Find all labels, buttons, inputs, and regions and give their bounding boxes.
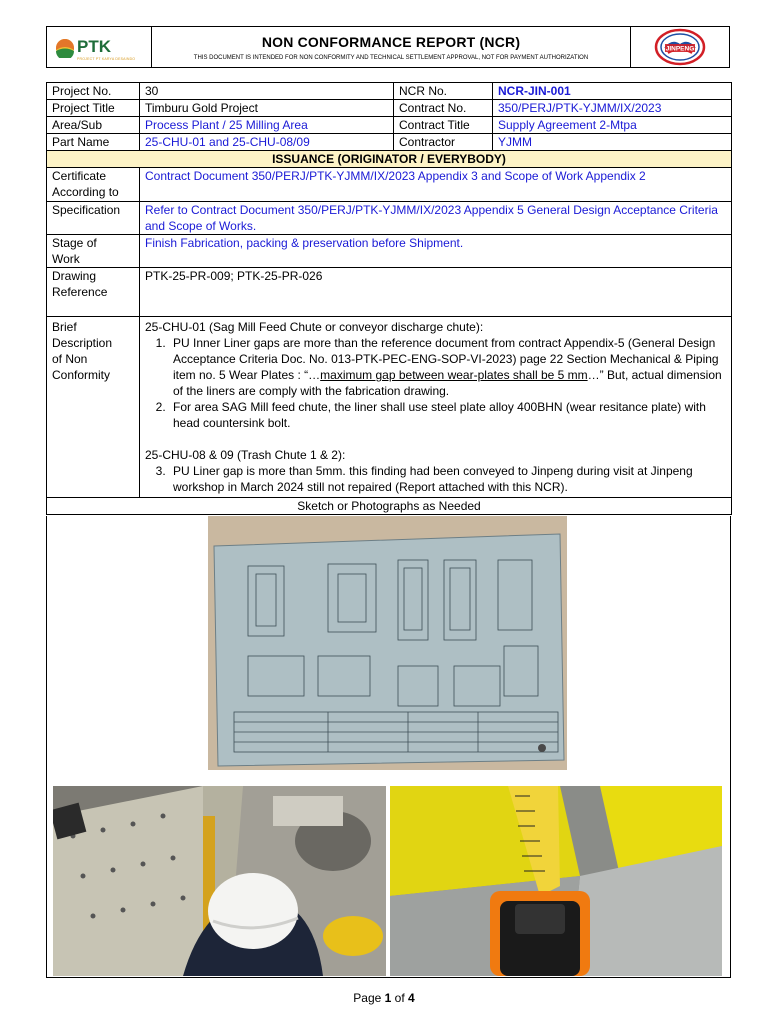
page-footer [0,991,768,1005]
ptk-logo-text: PTK [77,37,111,56]
page-word: Page [353,991,382,1005]
project-title-label: Project Title [47,100,140,117]
table-row [47,100,732,117]
chute-inspection-image [53,786,386,976]
certificate-label: Certificate According to [47,168,140,202]
tape-measure-photo [390,786,722,976]
contract-no-value: 350/PERJ/PTK-YJMM/IX/2023 [493,100,732,117]
brief-label: Brief Description of Non Conformity [47,317,140,498]
document-title: NON CONFORMANCE REPORT (NCR) [261,34,521,50]
specification-label: Specification [47,202,140,235]
group2-list [145,463,726,495]
drawing-sheet-image [208,516,567,770]
ncr-no-label: NCR No. [394,83,493,100]
list-item: 3. PU Liner gap is more than 5mm. this finding had been conveyed to Jinpeng during visit at Jinpeng workshop in March 2024 still not repaired (Report attached with this NCR). [169,463,726,495]
stage-value: Finish Fabrication, packing & preservation before Shipment. [140,235,732,268]
area-label: Area/Sub [47,117,140,134]
table-row [47,235,732,268]
table-row [47,202,732,235]
project-no-label: Project No. [47,83,140,100]
report-header [46,26,730,68]
chute-inspection-photo [53,786,386,976]
jinpeng-logo-text: JINPENG [665,45,695,53]
group1-title: 25-CHU-01 (Sag Mill Feed Chute or conveyor discharge chute): [145,320,484,334]
table-row [47,117,732,134]
table-row [47,268,732,317]
ptk-logo [47,27,152,67]
tape-measure-image [390,786,722,976]
jinpeng-logo [630,27,729,67]
contractor-label: Contractor [394,134,493,151]
drawing-label: Drawing Reference [47,268,140,317]
table-row [47,498,732,515]
list-item: 1. PU Inner Liner gaps are more than the reference document from contract Appendix-5 (General Design Acceptance Criteria Doc. No. 013-PTK-PEC-ENG-SOP-VI-2023) page 22 Section Mechanical & Piping item no. 5 Wear Plates : “…maximum gap between wear-plates shall be 5 mm…” But, actual dimension of the liners are comply with the fabrication drawing. [169,335,726,399]
ncr-table [46,82,732,515]
table-row [47,134,732,151]
jinpeng-logo-icon [654,28,706,66]
area-value: Process Plant / 25 Milling Area [140,117,394,134]
page-total: 4 [408,991,415,1005]
drawing-sheet-photo [208,516,567,770]
project-title-value: Timburu Gold Project [140,100,394,117]
of-word: of [394,991,405,1005]
specification-value: Refer to Contract Document 350/PERJ/PTK-YJMM/IX/2023 Appendix 5 General Design Acceptance Criteria and Scope of Works. [140,202,732,235]
contract-no-label: Contract No. [394,100,493,117]
list-item: 2. For area SAG Mill feed chute, the liner shall use steel plate alloy 400BHN (wear resitance plate) with head countersink bolt. [169,399,726,431]
issuance-heading: ISSUANCE (ORIGINATOR / EVERYBODY) [47,151,732,168]
table-row [47,168,732,202]
contractor-value: YJMM [493,134,732,151]
contract-title-value: Supply Agreement 2-Mtpa [493,117,732,134]
project-no-value: 30 [140,83,394,100]
group1-list [145,335,726,431]
sketch-heading: Sketch or Photographs as Needed [47,498,732,515]
page-current: 1 [384,991,392,1005]
document-subtitle: THIS DOCUMENT IS INTENDED FOR NON CONFORMITY AND TECHNICAL SETTLEMENT APPROVAL, NOT FOR PAYMENT AUTHORIZATION [193,55,589,61]
certificate-value: Contract Document 350/PERJ/PTK-YJMM/IX/2023 Appendix 3 and Scope of Work Appendix 2 [140,168,732,202]
ncr-no-value: NCR-JIN-001 [493,83,732,100]
group2-title: 25-CHU-08 & 09 (Trash Chute 1 & 2): [145,448,346,462]
table-row [47,151,732,168]
drawing-value: PTK-25-PR-009; PTK-25-PR-026 [140,268,732,317]
ptk-logo-tagline: PROJECT PT KARYA DESAINDO [77,57,136,61]
part-name-value: 25-CHU-01 and 25-CHU-08/09 [140,134,394,151]
ptk-logo-icon [55,38,75,58]
contract-title-label: Contract Title [394,117,493,134]
table-row [47,317,732,498]
stage-label: Stage of Work [47,235,140,268]
part-name-label: Part Name [47,134,140,151]
table-row [47,83,732,100]
brief-description [140,317,732,498]
